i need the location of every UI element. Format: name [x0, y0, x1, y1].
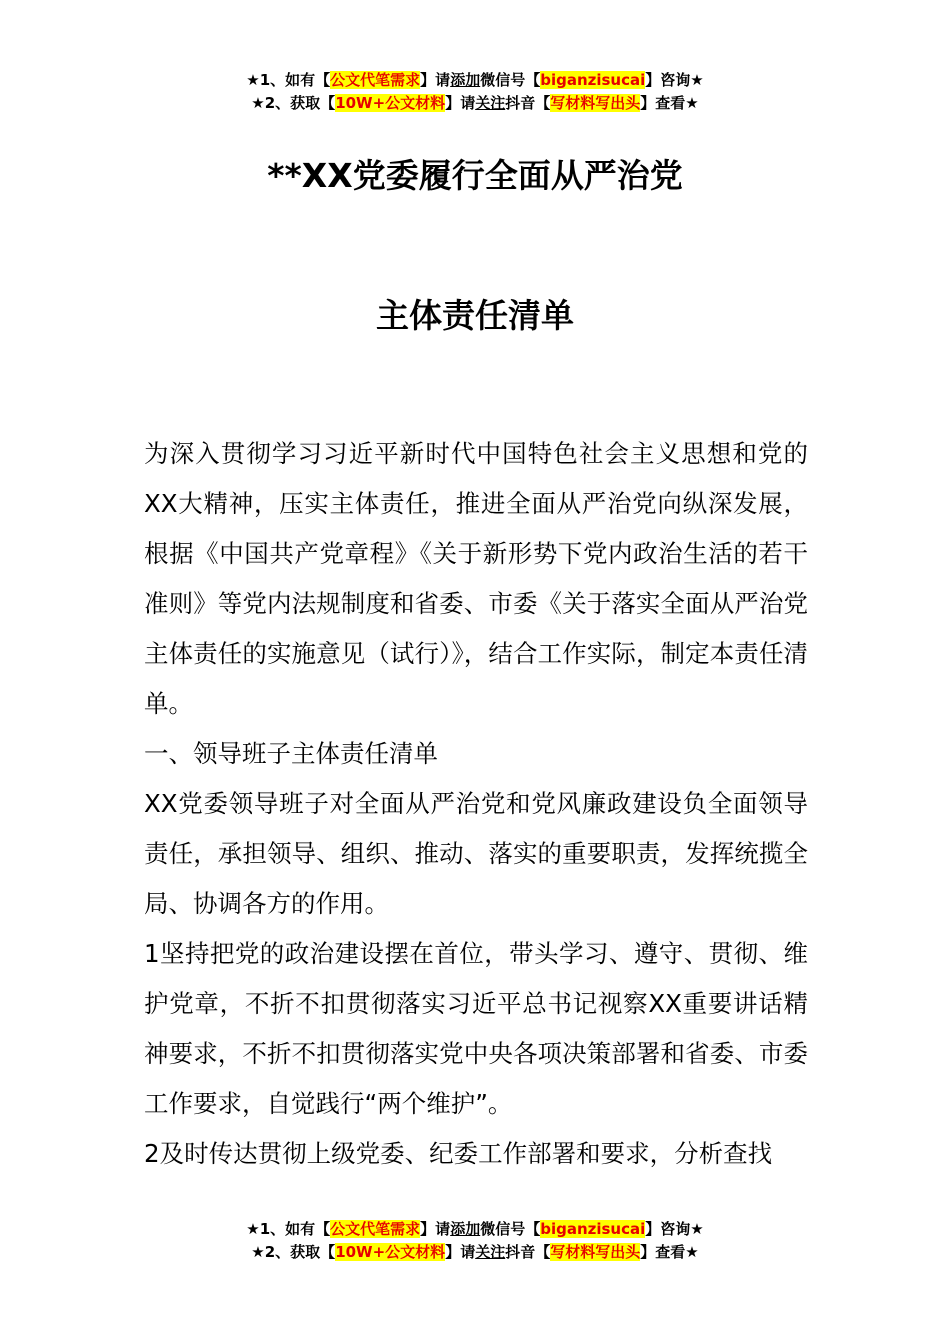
list-item-1: 1坚持把党的政治建设摆在首位，带头学习、遵守、贯彻、维护党章，不折不扣贯彻落实习近平总书记视察XX重要讲话精神要求，不折不扣贯彻落实党中央各项决策部署和省委、市委工作要求，自觉践行“两个维护”。: [144, 939, 808, 1118]
section-heading: 一、领导班子主体责任清单: [144, 739, 438, 768]
promo-text: 微信号【: [480, 1220, 541, 1238]
promo-highlight-wechat-id: biganzisucai: [540, 71, 646, 89]
document-title-line-2: 主体责任清单: [376, 296, 574, 335]
promo-line-2: [0, 92, 950, 115]
promo-text: 】请: [420, 71, 451, 89]
promo-text: ★1、如有【: [246, 71, 331, 89]
intro-paragraph: 为深入贯彻学习习近平新时代中国特色社会主义思想和党的XX大精神，压实主体责任，推进全面从严治党向纵深发展，根据《中国共产党章程》《关于新形势下党内政治生活的若干准则》等党内法规制度和省委、市委《关于落实全面从严治党主体责任的实施意见（试行）》，结合工作实际，制定本责任清单。: [144, 439, 808, 718]
promo-underlined: 关注: [475, 94, 506, 112]
promo-banner-top: [0, 69, 950, 115]
promo-underlined: 添加: [450, 71, 481, 89]
promo-line-1: [0, 1218, 950, 1241]
promo-text: 抖音【: [505, 94, 551, 112]
document-body: [144, 429, 808, 1179]
promo-line-2: [0, 1241, 950, 1264]
promo-highlight: 10W+公文材料: [335, 1243, 446, 1261]
list-item-2: 2及时传达贯彻上级党委、纪委工作部署和要求，分析查找: [144, 1139, 773, 1168]
promo-text: ★2、获取【: [251, 94, 336, 112]
promo-text: 】咨询★: [645, 71, 704, 89]
promo-highlight: 10W+公文材料: [335, 94, 446, 112]
promo-highlight: 公文代笔需求: [330, 71, 421, 89]
document-title-line-1: **XX党委履行全面从严治党: [267, 156, 683, 195]
promo-text: ★1、如有【: [246, 1220, 331, 1238]
promo-banner-bottom: [0, 1218, 950, 1264]
section-paragraph: XX党委领导班子对全面从严治党和党风廉政建设负全面领导责任，承担领导、组织、推动、落实的重要职责，发挥统揽全局、协调各方的作用。: [144, 789, 808, 918]
promo-highlight: 公文代笔需求: [330, 1220, 421, 1238]
promo-text: 】请: [420, 1220, 451, 1238]
promo-text: 抖音【: [505, 1243, 551, 1261]
promo-text: 】请: [445, 94, 476, 112]
promo-text: ★2、获取【: [251, 1243, 336, 1261]
promo-text: 】查看★: [640, 1243, 699, 1261]
promo-text: 】请: [445, 1243, 476, 1261]
promo-highlight-wechat-id: biganzisucai: [540, 1220, 646, 1238]
promo-underlined: 添加: [450, 1220, 481, 1238]
promo-text: 】查看★: [640, 94, 699, 112]
promo-highlight-douyin: 写材料写出头: [550, 1243, 641, 1261]
promo-highlight-douyin: 写材料写出头: [550, 94, 641, 112]
promo-text: 微信号【: [480, 71, 541, 89]
promo-line-1: [0, 69, 950, 92]
promo-text: 】咨询★: [645, 1220, 704, 1238]
promo-underlined: 关注: [475, 1243, 506, 1261]
